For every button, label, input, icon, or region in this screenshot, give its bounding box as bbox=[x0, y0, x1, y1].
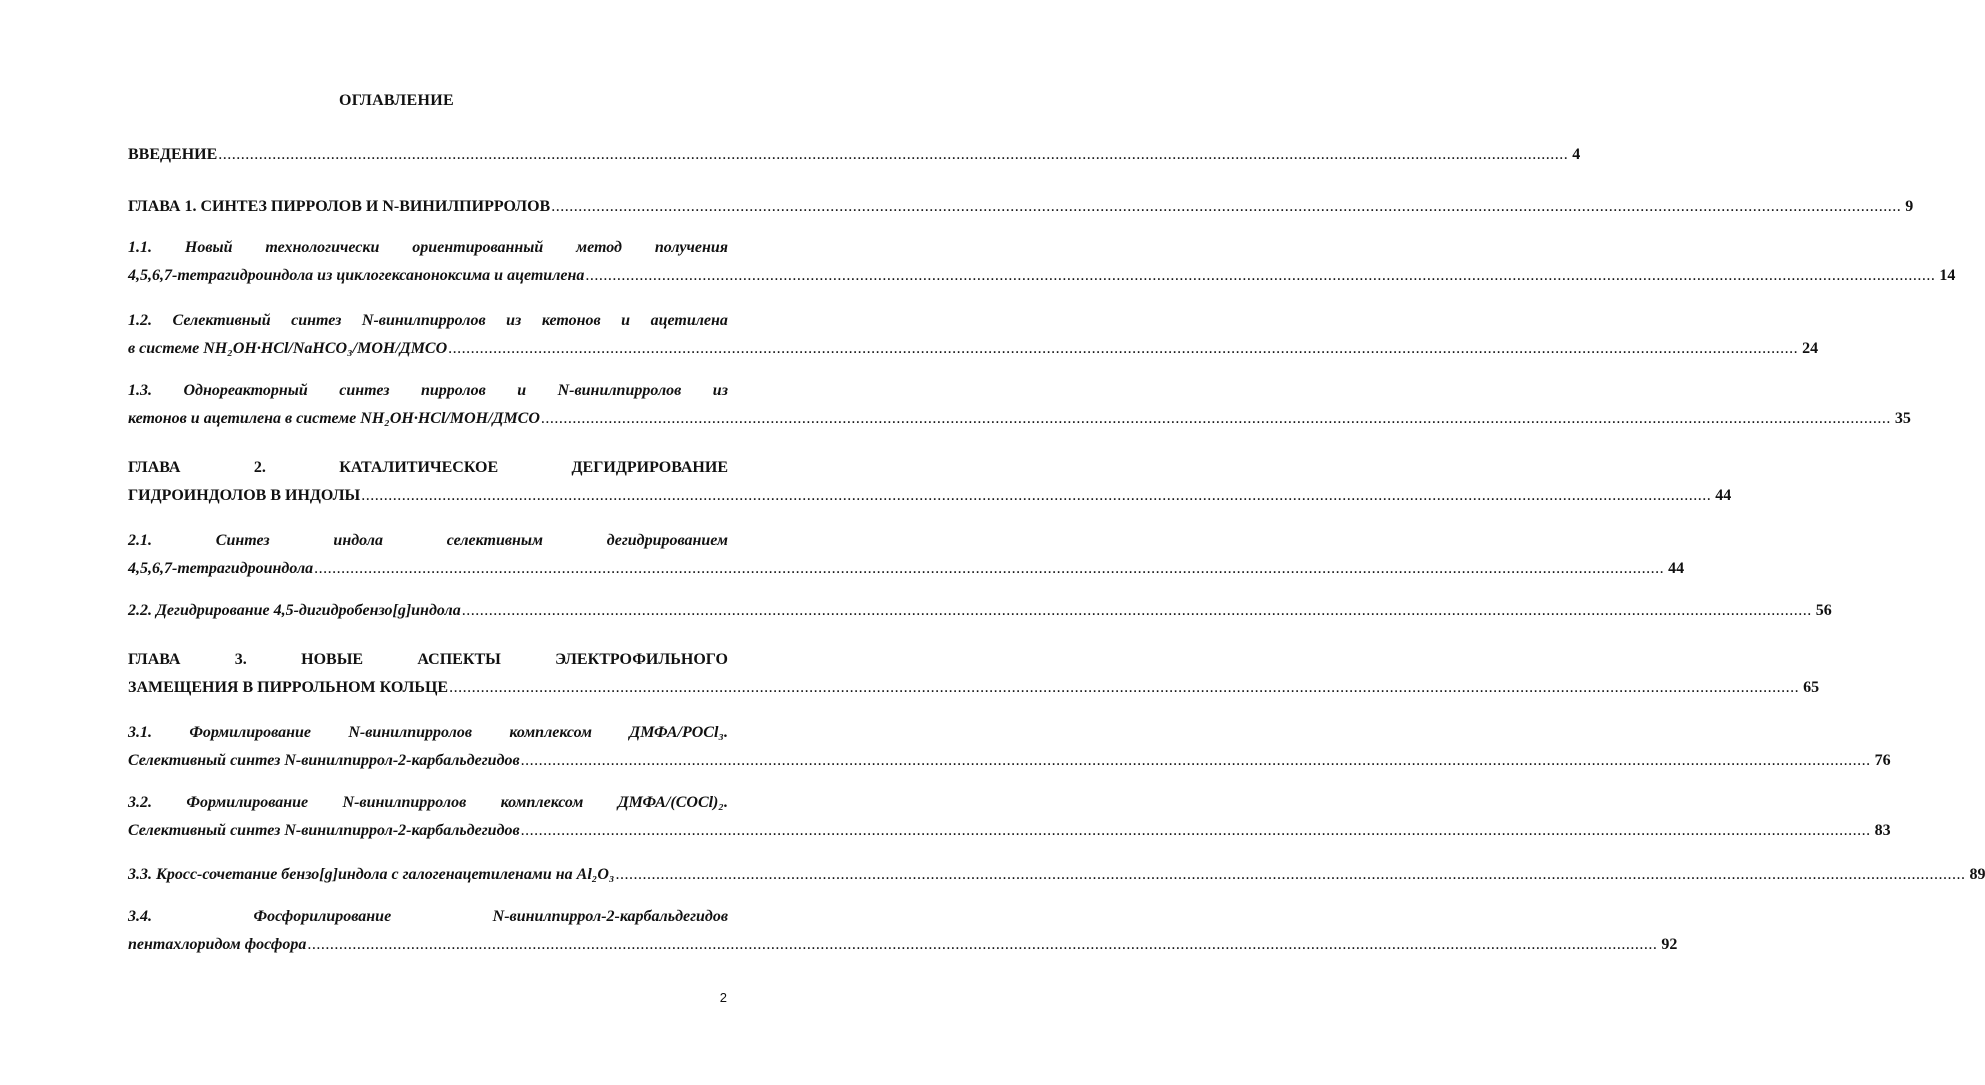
toc-word: Селективный bbox=[172, 312, 271, 329]
toc-word: ДЕГИДРИРОВАНИЕ bbox=[571, 459, 728, 476]
toc-word: синтез bbox=[291, 312, 342, 329]
toc-entry[interactable] bbox=[128, 719, 1891, 775]
toc-word: N-винилпирролов bbox=[557, 382, 682, 399]
toc-word: Однореакторный bbox=[183, 382, 308, 399]
toc-word: индола bbox=[333, 532, 383, 549]
toc-entry-page: 4 bbox=[1572, 146, 1581, 163]
dot-leader: ............................................................................................................................................................................................................................................................................................................ bbox=[540, 410, 1891, 427]
toc-word: НОВЫЕ bbox=[301, 651, 364, 668]
toc-word: метод bbox=[576, 239, 622, 256]
toc-word: кетонов bbox=[541, 312, 601, 329]
toc-entry-title: Селективный синтез N-винилпиррол-2-карбальдегидов bbox=[128, 822, 520, 839]
toc-word: из bbox=[712, 382, 728, 399]
toc-word: селективным bbox=[446, 532, 543, 549]
toc-word: 1.1. bbox=[128, 239, 152, 256]
toc-entry[interactable] bbox=[128, 646, 1820, 702]
toc-word: Формилирование bbox=[189, 724, 312, 741]
toc-word: получения bbox=[654, 239, 728, 256]
toc-entry-page: 65 bbox=[1803, 679, 1820, 696]
toc-entry[interactable] bbox=[128, 903, 1678, 959]
toc-entry-title: ГЛАВА 1. СИНТЕЗ ПИРРОЛОВ И N-ВИНИЛПИРРОЛОВ bbox=[128, 198, 551, 215]
toc-word: 3.4. bbox=[128, 908, 152, 925]
toc-entry[interactable] bbox=[128, 193, 1914, 221]
toc-word: Новый bbox=[184, 239, 233, 256]
toc-entry-last-line bbox=[128, 141, 1581, 169]
toc-entry-line bbox=[128, 454, 728, 482]
toc-entry-last-line bbox=[128, 262, 1956, 290]
toc-word: дегидрированием bbox=[606, 532, 728, 549]
toc-entry[interactable] bbox=[128, 527, 1685, 583]
dot-leader: ............................................................................................................................................................................................................................................................................................................ bbox=[520, 822, 1871, 839]
toc-entry[interactable] bbox=[128, 597, 1832, 625]
toc-entry-last-line bbox=[128, 674, 1820, 702]
toc-word: и bbox=[621, 312, 631, 329]
toc-entry[interactable] bbox=[128, 377, 1911, 433]
dot-leader: ............................................................................................................................................................................................................................................................................................................ bbox=[520, 752, 1871, 769]
toc-entry-title: 4,5,6,7-тетрагидроиндола из циклогексаноноксима и ацетилена bbox=[128, 267, 585, 284]
dot-leader: ............................................................................................................................................................................................................................................................................................................ bbox=[314, 560, 1665, 577]
toc-word: ДМФА/POCl₃. bbox=[629, 724, 728, 741]
toc-word: 2. bbox=[253, 459, 266, 476]
toc-entry-last-line bbox=[128, 405, 1911, 433]
toc-word: N-винилпирролов bbox=[342, 794, 467, 811]
toc-entry-last-line bbox=[128, 193, 1914, 221]
dot-leader: ............................................................................................................................................................................................................................................................................................................ bbox=[448, 340, 1799, 357]
toc-word: Формилирование bbox=[186, 794, 309, 811]
toc-entry-last-line bbox=[128, 597, 1832, 625]
toc-entry-page: 44 bbox=[1668, 560, 1685, 577]
toc-entry-title: 2.2. Дегидрирование 4,5-дигидробензо[g]индола bbox=[128, 602, 461, 619]
toc-word: комплексом bbox=[509, 724, 592, 741]
toc-word: синтез bbox=[339, 382, 390, 399]
toc-entry-title: 4,5,6,7-тетрагидроиндола bbox=[128, 560, 314, 577]
toc-entry-last-line bbox=[128, 747, 1891, 775]
toc-word: и bbox=[517, 382, 527, 399]
toc-entry-last-line bbox=[128, 931, 1678, 959]
toc-entry-page: 76 bbox=[1874, 752, 1891, 769]
toc-word: 3.2. bbox=[128, 794, 152, 811]
dot-leader: ............................................................................................................................................................................................................................................................................................................ bbox=[615, 866, 1966, 883]
toc-entry-page: 83 bbox=[1874, 822, 1891, 839]
toc-entry-page: 14 bbox=[1939, 267, 1956, 284]
dot-leader: ............................................................................................................................................................................................................................................................................................................ bbox=[361, 487, 1712, 504]
toc-entry[interactable] bbox=[128, 861, 1985, 889]
toc-entry-title: пентахлоридом фосфора bbox=[128, 936, 307, 953]
toc-entry-page: 56 bbox=[1815, 602, 1832, 619]
dot-leader: ............................................................................................................................................................................................................................................................................................................ bbox=[307, 936, 1658, 953]
toc-word: ацетилена bbox=[650, 312, 728, 329]
dot-leader: ............................................................................................................................................................................................................................................................................................................ bbox=[461, 602, 1812, 619]
toc-entry-line bbox=[128, 527, 728, 555]
toc-word: АСПЕКТЫ bbox=[417, 651, 501, 668]
toc-word: ЭЛЕКТРОФИЛЬНОГО bbox=[555, 651, 728, 668]
dot-leader: ............................................................................................................................................................................................................................................................................................................ bbox=[585, 267, 1936, 284]
toc-entry-title: Селективный синтез N-винилпиррол-2-карбальдегидов bbox=[128, 752, 520, 769]
toc-entry-page: 24 bbox=[1802, 340, 1819, 357]
toc-entry-title: кетонов и ацетилена в системе NH₂OH·HCl/MOH/ДМСО bbox=[128, 410, 540, 427]
page-number: 2 bbox=[719, 990, 727, 1005]
toc-entry[interactable] bbox=[128, 141, 1581, 169]
toc-entry-title: ВВЕДЕНИЕ bbox=[128, 146, 218, 163]
toc-entry-line bbox=[128, 377, 728, 405]
toc-entry-title: в системе NH₂OH·HCl/NaHCO₃/MOH/ДМСО bbox=[128, 340, 448, 357]
toc-entry-page: 35 bbox=[1894, 410, 1911, 427]
toc-entry-last-line bbox=[128, 555, 1685, 583]
toc-word: 3. bbox=[234, 651, 247, 668]
toc-word: Синтез bbox=[215, 532, 270, 549]
toc-entry-page: 89 bbox=[1969, 866, 1985, 883]
toc-entry-title: ГИДРОИНДОЛОВ В ИНДОЛЫ bbox=[128, 487, 361, 504]
toc-word: комплексом bbox=[500, 794, 584, 811]
toc-entry-last-line bbox=[128, 482, 1732, 510]
toc-word: Фосфорилирование bbox=[253, 908, 392, 925]
toc-word: N-винилпирролов bbox=[348, 724, 473, 741]
toc-word: ГЛАВА bbox=[128, 651, 181, 668]
toc-entry-title: 3.3. Кросс-сочетание бензо[g]индола с галогенацетиленами на Al₂O₃ bbox=[128, 866, 615, 883]
toc-entry-page: 92 bbox=[1661, 936, 1678, 953]
toc-word: ориентированный bbox=[412, 239, 544, 256]
toc-word: N-винилпиррол-2-карбальдегидов bbox=[492, 908, 728, 925]
toc-word: 1.2. bbox=[128, 312, 152, 329]
toc-entry-page: 9 bbox=[1905, 198, 1914, 215]
toc-entry-title: ЗАМЕЩЕНИЯ В ПИРРОЛЬНОМ КОЛЬЦЕ bbox=[128, 679, 449, 696]
toc-title: ОГЛАВЛЕНИЕ bbox=[339, 92, 454, 109]
toc-entry-line bbox=[128, 789, 728, 817]
toc-word: ГЛАВА bbox=[128, 459, 181, 476]
toc-entry-line bbox=[128, 903, 728, 931]
toc-word: 3.1. bbox=[128, 724, 152, 741]
toc-entry-page: 44 bbox=[1715, 487, 1732, 504]
toc-entry-last-line bbox=[128, 817, 1891, 845]
toc-word: технологически bbox=[265, 239, 380, 256]
toc-entry-line bbox=[128, 646, 728, 674]
toc-entry-line bbox=[128, 307, 728, 335]
toc-entry-line bbox=[128, 234, 728, 262]
toc-entry-last-line bbox=[128, 335, 1819, 363]
toc-word: из bbox=[506, 312, 522, 329]
toc-word: 1.3. bbox=[128, 382, 152, 399]
toc-entry-last-line bbox=[128, 861, 1985, 889]
toc-entry[interactable] bbox=[128, 307, 1819, 363]
toc-entry[interactable] bbox=[128, 234, 1956, 290]
dot-leader: ............................................................................................................................................................................................................................................................................................................ bbox=[551, 198, 1902, 215]
dot-leader: ............................................................................................................................................................................................................................................................................................................ bbox=[218, 146, 1569, 163]
toc-word: пирролов bbox=[420, 382, 486, 399]
toc-word: N-винилпирролов bbox=[361, 312, 486, 329]
dot-leader: ............................................................................................................................................................................................................................................................................................................ bbox=[449, 679, 1800, 696]
toc-word: 2.1. bbox=[128, 532, 152, 549]
toc-word: ДМФА/(COCl)₂. bbox=[617, 794, 728, 811]
toc-entry-line bbox=[128, 719, 728, 747]
toc-entry[interactable] bbox=[128, 789, 1891, 845]
toc-word: КАТАЛИТИЧЕСКОЕ bbox=[339, 459, 499, 476]
toc-entry[interactable] bbox=[128, 454, 1732, 510]
